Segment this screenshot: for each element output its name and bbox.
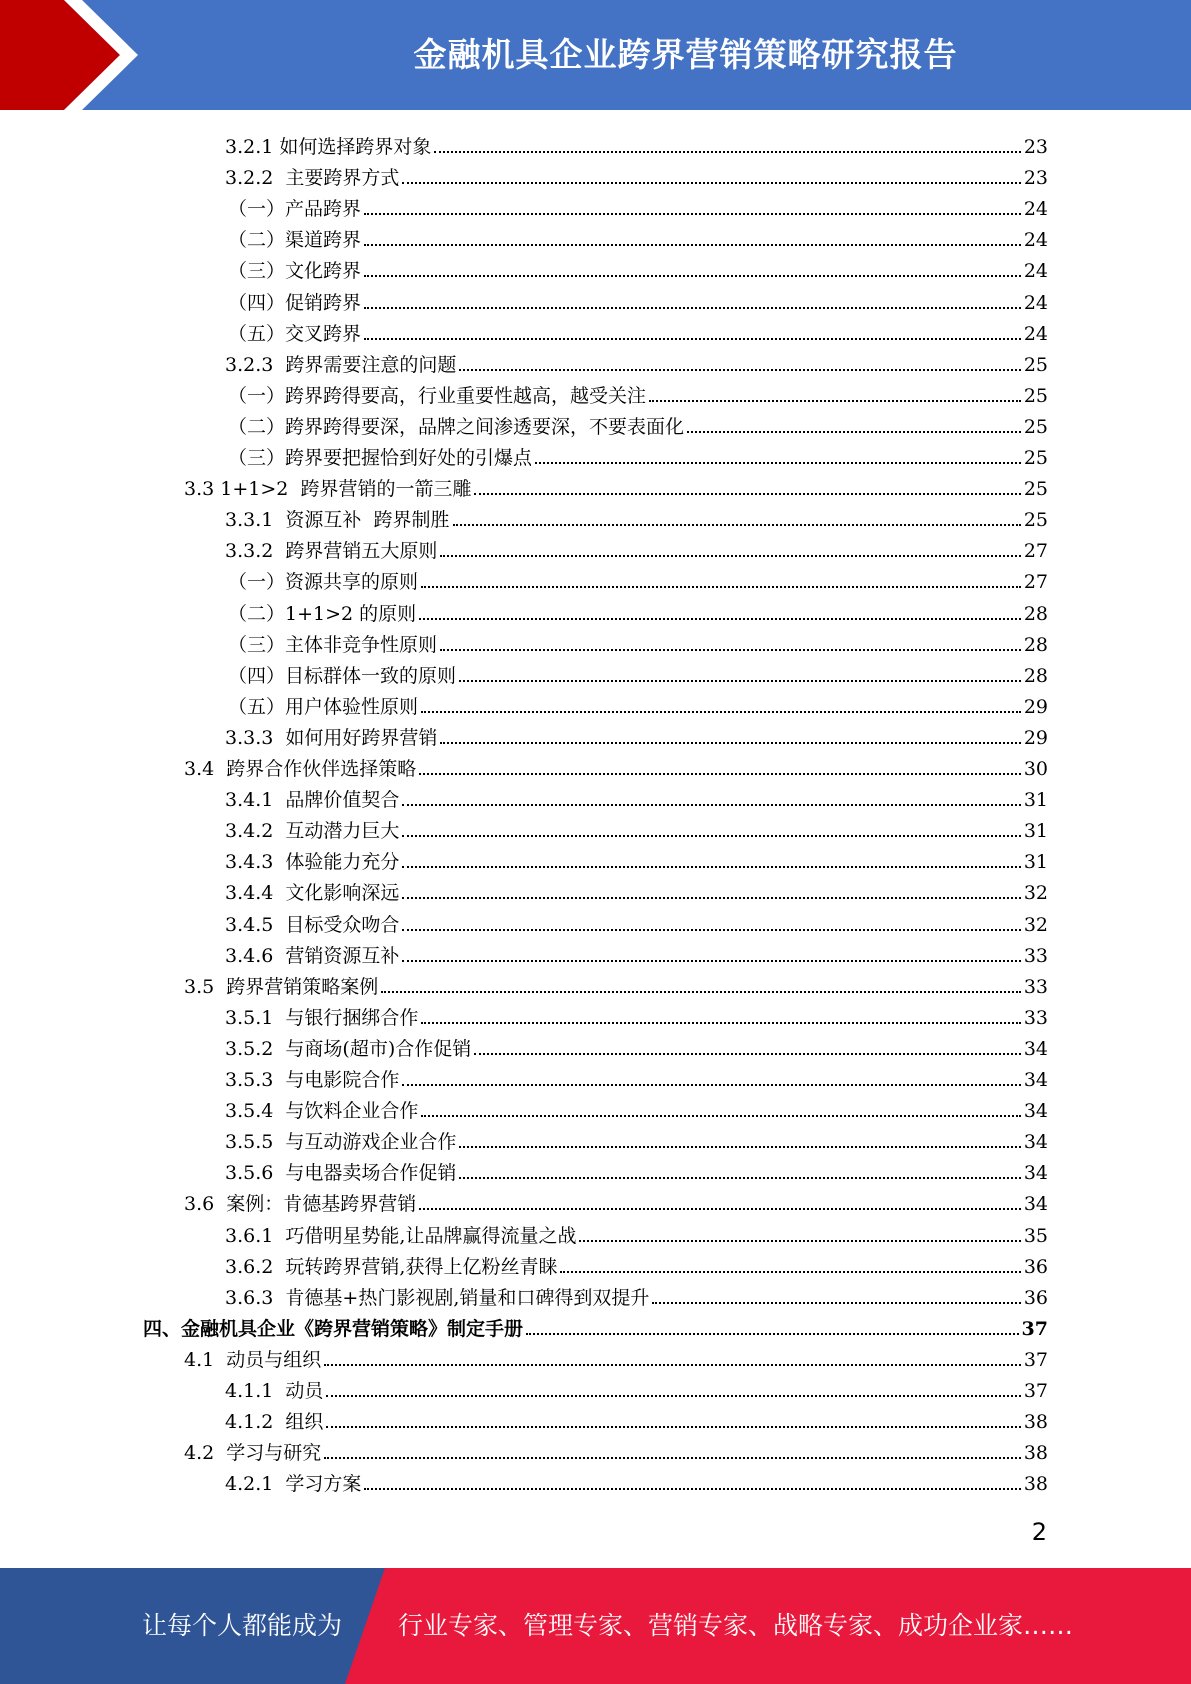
toc-dot-leader xyxy=(459,1145,1020,1148)
toc-entry-page: 34 xyxy=(1023,1131,1048,1154)
page-header xyxy=(0,0,1191,110)
toc-dot-leader xyxy=(459,1176,1020,1179)
toc-dot-leader xyxy=(560,1270,1020,1273)
toc-entry-page: 35 xyxy=(1023,1224,1048,1247)
toc-entry-page: 34 xyxy=(1023,1069,1048,1091)
toc-entry-label: （三）文化跨界 xyxy=(228,260,362,283)
toc-entry[interactable] xyxy=(225,1465,1048,1496)
toc-entry-page: 33 xyxy=(1023,944,1048,967)
toc-entry-label: 4.1 动员与组织 xyxy=(184,1348,322,1371)
toc-entry-label: 3.4.6 营销资源互补 xyxy=(225,944,400,967)
toc-entry-label: （五）交叉跨界 xyxy=(228,322,362,345)
toc-dot-leader xyxy=(326,1425,1020,1428)
toc-entry[interactable] xyxy=(225,128,1048,159)
toc-entry[interactable] xyxy=(225,1248,1048,1279)
toc-entry-page: 28 xyxy=(1023,602,1048,625)
toc-entry[interactable] xyxy=(225,937,1048,968)
toc-entry-label: 4.1.2 组织 xyxy=(225,1411,324,1434)
toc-dot-leader xyxy=(402,896,1020,899)
toc-entry-label: 3.5.6 与电器卖场合作促销 xyxy=(225,1162,457,1185)
toc-dot-leader xyxy=(402,803,1020,806)
toc-entry-label: 3.6 案例：肯德基跨界营销 xyxy=(184,1193,417,1216)
toc-dot-leader xyxy=(421,1114,1020,1117)
toc-dot-leader xyxy=(419,1207,1021,1210)
toc-dot-leader xyxy=(364,243,1021,246)
toc-entry-page: 32 xyxy=(1023,913,1048,936)
toc-entry[interactable] xyxy=(225,843,1048,874)
toc-dot-leader xyxy=(364,274,1021,277)
toc-entry[interactable] xyxy=(225,812,1048,843)
toc-entry[interactable] xyxy=(228,284,1048,315)
toc-dot-leader xyxy=(364,212,1021,215)
toc-entry[interactable] xyxy=(228,408,1048,439)
toc-entry[interactable] xyxy=(225,1372,1048,1403)
toc-entry-page: 36 xyxy=(1023,1286,1048,1309)
toc-entry-page: 37 xyxy=(1021,1317,1048,1340)
toc-entry-page: 37 xyxy=(1023,1348,1048,1371)
toc-entry[interactable] xyxy=(225,1030,1048,1061)
toc-entry-page: 34 xyxy=(1023,1037,1048,1060)
toc-dot-leader xyxy=(453,523,1021,526)
toc-entry[interactable] xyxy=(225,781,1048,812)
toc-entry-label: 3.3.1 资源互补 跨界制胜 xyxy=(225,509,450,532)
toc-entry-page: 24 xyxy=(1023,229,1048,252)
toc-entry-label: 3.5.5 与互动游戏企业合作 xyxy=(225,1131,457,1154)
toc-entry-page: 25 xyxy=(1023,447,1048,469)
toc-entry-page: 24 xyxy=(1023,260,1048,283)
toc-entry[interactable] xyxy=(228,221,1048,252)
toc-entry[interactable] xyxy=(225,1092,1048,1123)
toc-entry-page: 28 xyxy=(1023,664,1048,687)
toc-entry[interactable] xyxy=(225,501,1048,532)
toc-entry[interactable] xyxy=(228,657,1048,688)
toc-entry-label: 四、金融机具企业《跨界营销策略》制定手册 xyxy=(143,1317,524,1340)
toc-entry-page: 23 xyxy=(1023,136,1048,158)
toc-dot-leader xyxy=(326,1394,1020,1397)
toc-entry-label: 3.4 跨界合作伙伴选择策略 xyxy=(184,758,417,780)
toc-dot-leader xyxy=(402,865,1020,868)
toc-dot-leader xyxy=(474,1052,1021,1055)
toc-entry-page: 34 xyxy=(1023,1100,1048,1123)
toc-dot-leader xyxy=(421,585,1021,588)
toc-entry-label: （四）目标群体一致的原则 xyxy=(228,664,457,687)
footer-slogan-right: 行业专家、管理专家、营销专家、战略专家、成功企业家…… xyxy=(398,1611,1074,1640)
toc-dot-leader xyxy=(324,1363,1021,1366)
toc-entry[interactable] xyxy=(225,532,1048,563)
toc-entry-label: 3.6.2 玩转跨界营销,获得上亿粉丝青睐 xyxy=(225,1255,558,1278)
toc-entry-label: 3.4.1 品牌价值契合 xyxy=(225,789,400,812)
toc-entry-page: 24 xyxy=(1023,198,1048,221)
toc-dot-leader xyxy=(421,1021,1020,1024)
toc-dot-leader xyxy=(434,150,1020,153)
toc-entry-label: 3.3.2 跨界营销五大原则 xyxy=(225,540,438,563)
toc-entry[interactable] xyxy=(228,595,1048,626)
toc-dot-leader xyxy=(526,1332,1019,1335)
toc-dot-leader xyxy=(440,554,1020,557)
toc-entry-label: （三）主体非竞争性原则 xyxy=(228,633,438,656)
toc-entry-label: 3.6.1 巧借明星势能,让品牌赢得流量之战 xyxy=(225,1224,577,1247)
header-arrow-decoration xyxy=(0,0,150,110)
toc-entry-page: 30 xyxy=(1023,758,1048,780)
toc-entry-page: 38 xyxy=(1023,1442,1048,1465)
toc-entry[interactable] xyxy=(225,874,1048,905)
toc-entry-page: 25 xyxy=(1023,353,1048,376)
toc-entry-label: （一）资源共享的原则 xyxy=(228,571,419,594)
toc-entry-label: 4.2.1 学习方案 xyxy=(225,1473,362,1496)
toc-dot-leader xyxy=(579,1239,1020,1242)
toc-entry[interactable] xyxy=(225,159,1048,190)
toc-dot-leader xyxy=(419,617,1021,620)
toc-dot-leader xyxy=(419,772,1021,775)
toc-dot-leader xyxy=(440,741,1020,744)
toc-entry-page: 34 xyxy=(1023,1193,1048,1216)
toc-entry-page: 37 xyxy=(1023,1380,1048,1402)
toc-entry[interactable] xyxy=(225,999,1048,1030)
toc-entry[interactable] xyxy=(143,1310,1048,1341)
toc-dot-leader xyxy=(421,710,1021,713)
toc-entry-label: 3.2.2 主要跨界方式 xyxy=(225,167,400,190)
toc-entry[interactable] xyxy=(225,1123,1048,1154)
page-number: 2 xyxy=(1031,1518,1047,1546)
toc-entry-label: 3.3 1+1>2 跨界营销的一箭三雕 xyxy=(184,478,472,501)
toc-entry-label: （五）用户体验性原则 xyxy=(228,695,419,718)
toc-entry-label: 3.5.2 与商场(超市)合作促销 xyxy=(225,1037,472,1060)
toc-entry-page: 29 xyxy=(1023,695,1048,718)
toc-entry-page: 25 xyxy=(1023,384,1048,407)
toc-entry-label: （一）跨界跨得要高，行业重要性越高，越受关注 xyxy=(228,384,647,407)
toc-entry-label: 3.2.1 如何选择跨界对象 xyxy=(225,136,432,158)
toc-entry[interactable] xyxy=(228,252,1048,283)
toc-dot-leader xyxy=(402,959,1020,962)
toc-dot-leader xyxy=(459,368,1020,371)
toc-entry-page: 29 xyxy=(1023,726,1048,749)
toc-entry-label: 3.5.1 与银行捆绑合作 xyxy=(225,1006,419,1029)
report-title: 金融机具企业跨界营销策略研究报告 xyxy=(413,35,958,74)
toc-entry[interactable] xyxy=(184,750,1048,781)
toc-dot-leader xyxy=(474,492,1020,495)
toc-entry-page: 23 xyxy=(1023,167,1048,190)
toc-dot-leader xyxy=(402,834,1020,837)
toc-entry-label: 3.4.2 互动潜力巨大 xyxy=(225,820,400,843)
toc-entry[interactable] xyxy=(225,1279,1048,1310)
toc-entry[interactable] xyxy=(184,470,1048,501)
toc-entry[interactable] xyxy=(228,563,1048,594)
toc-entry-label: 4.1.1 动员 xyxy=(225,1380,324,1402)
toc-dot-leader xyxy=(649,399,1021,402)
toc-entry[interactable] xyxy=(225,1154,1048,1185)
toc-entry-label: 3.3.3 如何用好跨界营销 xyxy=(225,726,438,749)
toc-entry-page: 38 xyxy=(1023,1473,1048,1496)
toc-entry-label: 4.2 学习与研究 xyxy=(184,1442,322,1465)
toc-entry-label: 3.2.3 跨界需要注意的问题 xyxy=(225,353,457,376)
toc-entry-page: 34 xyxy=(1023,1162,1048,1185)
toc-dot-leader xyxy=(459,679,1021,682)
toc-dot-leader xyxy=(364,1487,1020,1490)
toc-entry-label: 3.5.4 与饮料企业合作 xyxy=(225,1100,419,1123)
toc-dot-leader xyxy=(440,648,1021,651)
toc-entry-label: 3.6.3 肯德基+热门影视剧,销量和口碑得到双提升 xyxy=(225,1286,650,1309)
toc-entry[interactable] xyxy=(228,626,1048,657)
toc-entry-label: 3.4.4 文化影响深远 xyxy=(225,882,400,905)
toc-entry[interactable] xyxy=(184,968,1048,999)
toc-entry-page: 25 xyxy=(1023,415,1048,438)
toc-entry-label: （三）跨界要把握恰到好处的引爆点 xyxy=(228,447,533,469)
toc-entry-label: 3.4.5 目标受众吻合 xyxy=(225,913,400,936)
toc-dot-leader xyxy=(381,990,1021,993)
toc-dot-leader xyxy=(652,1301,1020,1304)
toc-entry-page: 25 xyxy=(1023,478,1048,501)
toc-entry[interactable] xyxy=(228,315,1048,346)
footer-slogan-left: 让每个人都能成为 xyxy=(142,1611,343,1640)
toc-entry-label: （二）跨界跨得要深，品牌之间渗透要深，不要表面化 xyxy=(228,415,685,438)
toc-entry[interactable] xyxy=(184,1434,1048,1465)
toc-entry[interactable] xyxy=(184,1341,1048,1372)
toc-dot-leader xyxy=(687,430,1021,433)
toc-entry[interactable] xyxy=(225,719,1048,750)
toc-entry-label: （四）促销跨界 xyxy=(228,291,362,314)
toc-entry-label: （二）渠道跨界 xyxy=(228,229,362,252)
toc-entry-page: 31 xyxy=(1023,789,1048,812)
toc-entry-page: 33 xyxy=(1023,975,1048,998)
toc-dot-leader xyxy=(402,928,1020,931)
toc-entry[interactable] xyxy=(228,377,1048,408)
toc-entry[interactable] xyxy=(225,1061,1048,1092)
toc-entry[interactable] xyxy=(228,439,1048,470)
toc-dot-leader xyxy=(402,1083,1020,1086)
toc-dot-leader xyxy=(324,1456,1021,1459)
toc-entry[interactable] xyxy=(228,688,1048,719)
toc-entry-page: 27 xyxy=(1023,540,1048,563)
toc-entry[interactable] xyxy=(228,190,1048,221)
toc-entry-page: 31 xyxy=(1023,851,1048,874)
toc-dot-leader xyxy=(402,181,1020,184)
toc-entry-page: 32 xyxy=(1023,882,1048,905)
toc-entry-label: （二）1+1>2 的原则 xyxy=(228,602,417,625)
toc-dot-leader xyxy=(535,461,1021,464)
toc-entry-page: 27 xyxy=(1023,571,1048,594)
toc-entry-page: 28 xyxy=(1023,633,1048,656)
toc-entry-page: 36 xyxy=(1023,1255,1048,1278)
toc-entry-page: 38 xyxy=(1023,1411,1048,1434)
toc-entry-label: 3.4.3 体验能力充分 xyxy=(225,851,400,874)
toc-entry-label: （一）产品跨界 xyxy=(228,198,362,221)
toc-entry-label: 3.5.3 与电影院合作 xyxy=(225,1069,400,1091)
toc-entry[interactable] xyxy=(225,346,1048,377)
page-footer xyxy=(0,1568,1191,1684)
toc-entry-label: 3.5 跨界营销策略案例 xyxy=(184,975,379,998)
toc-entry[interactable] xyxy=(225,1217,1048,1248)
toc-entry-page: 33 xyxy=(1023,1006,1048,1029)
toc-entry-page: 24 xyxy=(1023,291,1048,314)
toc-entry-page: 24 xyxy=(1023,322,1048,345)
toc-entry[interactable] xyxy=(184,1185,1048,1216)
toc-entry-page: 25 xyxy=(1023,509,1048,532)
toc-entry-page: 31 xyxy=(1023,820,1048,843)
toc-dot-leader xyxy=(364,337,1021,340)
toc-entry[interactable] xyxy=(225,1403,1048,1434)
toc-entry[interactable] xyxy=(225,906,1048,937)
toc-dot-leader xyxy=(364,306,1021,309)
